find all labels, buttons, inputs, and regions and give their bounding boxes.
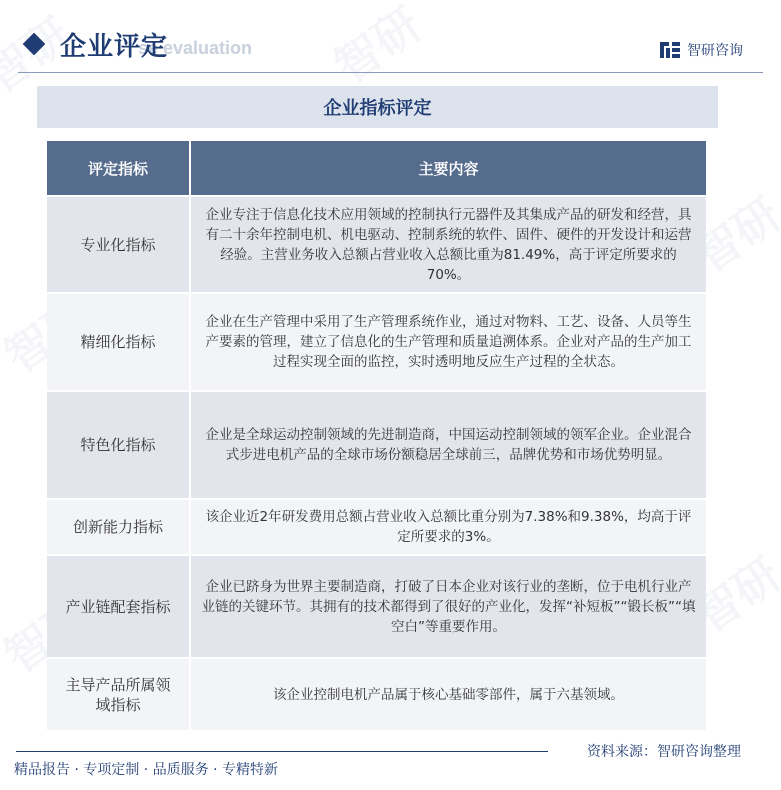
evaluation-table bbox=[47, 141, 706, 730]
brand-name: 智研咨询 bbox=[687, 43, 743, 59]
page-title: 企业评定 bbox=[60, 32, 169, 62]
table-row bbox=[47, 390, 706, 498]
content-cell: 企业已跻身为世界主要制造商，打破了日本企业对该行业的垄断，位于电机行业产业链的关键环节。其拥有的技术都得到了很好的产业化，发挥“补短板”“锻长板”“填空白”等重要作用。 bbox=[191, 554, 706, 657]
indicator-cell: 专业化指标 bbox=[47, 195, 191, 292]
page-header bbox=[0, 0, 781, 76]
table-row bbox=[47, 292, 706, 390]
content-cell: 企业是全球运动控制领域的先进制造商，中国运动控制领域的领军企业。企业混合式步进电机产品的全球市场份额稳居全球前三，品牌优势和市场优势明显。 bbox=[191, 390, 706, 498]
footer-divider bbox=[16, 751, 548, 752]
table-title: 企业指标评定 bbox=[37, 86, 718, 128]
diamond-icon bbox=[23, 33, 46, 56]
indicator-cell: 产业链配套指标 bbox=[47, 554, 191, 657]
indicator-cell: 主导产品所属领域指标 bbox=[47, 657, 191, 730]
content-cell: 企业专注于信息化技术应用领域的控制执行元器件及其集成产品的研发和经营，具有二十余年控制电机、机电驱动、控制系统的软件、固件、硬件的开发设计和运营经验。主营业务收入总额占营业收入总额比重为81.49%，高于评定所要求的70%。 bbox=[191, 195, 706, 292]
brand-logo-icon bbox=[659, 40, 681, 60]
table-row bbox=[47, 498, 706, 554]
content-cell: 企业在生产管理中采用了生产管理系统作业，通过对物料、工艺、设备、人员等生产要素的管理，建立了信息化的生产管理和质量追溯体系。企业对产品的生产加工过程实现全面的监控，实时透明地反应生产过程的全状态。 bbox=[191, 292, 706, 390]
footer-source: 资料来源：智研咨询整理 bbox=[587, 744, 741, 760]
indicator-cell: 精细化指标 bbox=[47, 292, 191, 390]
indicator-cell: 创新能力指标 bbox=[47, 498, 191, 554]
content-cell: 该企业近2年研发费用总额占营业收入总额比重分别为7.38%和9.38%，均高于评定所要求的3%。 bbox=[191, 498, 706, 554]
table-row bbox=[47, 195, 706, 292]
column-header-content: 主要内容 bbox=[191, 141, 706, 195]
indicator-cell: 特色化指标 bbox=[47, 390, 191, 498]
header-divider bbox=[18, 72, 763, 73]
table-row bbox=[47, 554, 706, 657]
content-cell: 该企业控制电机产品属于核心基础零部件，属于六基领域。 bbox=[191, 657, 706, 730]
brand bbox=[659, 40, 743, 60]
header-subtitle-en: se evaluation bbox=[138, 38, 253, 58]
footer-slogan: 精品报告 · 专项定制 · 品质服务 · 专精特新 bbox=[14, 762, 279, 778]
column-header-indicator: 评定指标 bbox=[47, 141, 191, 195]
table-row bbox=[47, 657, 706, 730]
